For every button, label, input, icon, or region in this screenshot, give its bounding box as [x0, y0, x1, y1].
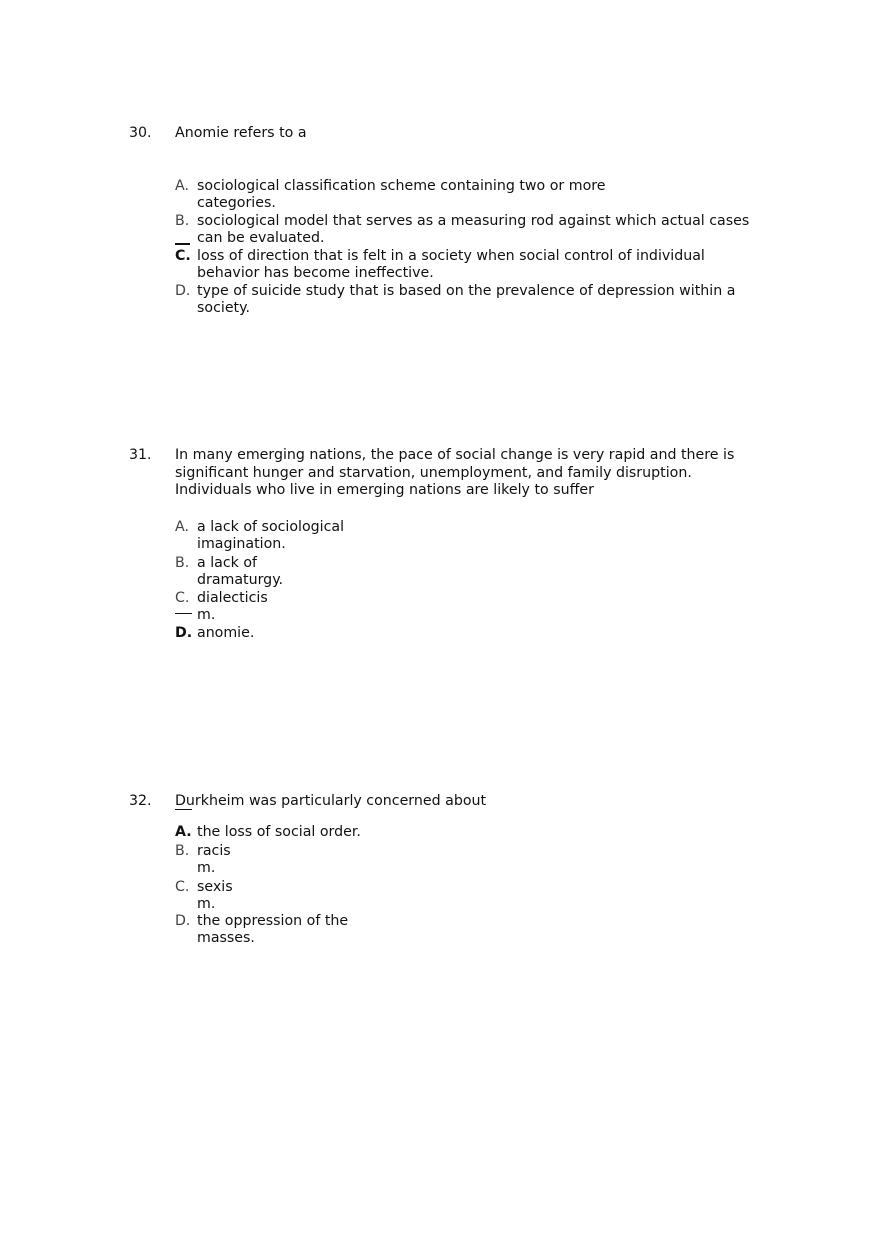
option-letter: D. — [175, 913, 191, 929]
option-letter: C. — [175, 879, 190, 895]
option-letter: A. — [175, 519, 189, 535]
option-text: masses. — [197, 930, 255, 946]
option-letter: A. — [175, 824, 192, 840]
option-text: can be evaluated. — [197, 230, 325, 246]
option-letter: D. — [175, 625, 193, 641]
option-letter: B. — [175, 555, 190, 571]
option-text: sociological model that serves as a measuring rod against which actual cases — [197, 213, 750, 229]
question-text: Anomie refers to a — [175, 125, 307, 141]
option-text: a lack of sociological — [197, 519, 345, 535]
question-number: 30. — [129, 125, 152, 141]
option-text: dialecticis — [197, 590, 268, 606]
option-text: the loss of social order. — [197, 824, 361, 840]
answer-mark-line — [175, 243, 190, 245]
option-text: dramaturgy. — [197, 572, 284, 588]
option-text: loss of direction that is felt in a society when social control of individual — [197, 248, 705, 264]
option-text: type of suicide study that is based on the prevalence of depression within a — [197, 283, 736, 299]
option-text: categories. — [197, 195, 276, 211]
question-number: 32. — [129, 793, 152, 809]
question-number: 31. — [129, 447, 152, 463]
option-letter: B. — [175, 843, 190, 859]
option-letter: C. — [175, 590, 190, 606]
option-text: a lack of — [197, 555, 258, 571]
option-text: society. — [197, 300, 250, 316]
option-text: sociological classification scheme containing two or more — [197, 178, 606, 194]
option-letter: D. — [175, 283, 191, 299]
question-text: In many emerging nations, the pace of social change is very rapid and there is — [175, 447, 735, 463]
option-letter: C. — [175, 248, 191, 264]
option-letter: B. — [175, 213, 190, 229]
option-text: m. — [197, 607, 216, 623]
option-text: the oppression of the — [197, 913, 349, 929]
option-text: anomie. — [197, 625, 255, 641]
question-text: significant hunger and starvation, unemployment, and family disruption. — [175, 464, 692, 481]
option-text: m. — [197, 860, 216, 876]
option-letter: A. — [175, 178, 189, 194]
question-text: Durkheim was particularly concerned about — [175, 793, 487, 809]
option-text: sexis — [197, 879, 233, 895]
question-text: Individuals who live in emerging nations are likely to suffer — [175, 482, 594, 498]
option-text: m. — [197, 896, 216, 912]
option-text: behavior has become ineffective. — [197, 265, 434, 281]
option-text: imagination. — [197, 536, 286, 552]
answer-mark-line — [175, 613, 192, 614]
underline-mark — [175, 809, 192, 810]
option-text: racis — [197, 843, 231, 859]
